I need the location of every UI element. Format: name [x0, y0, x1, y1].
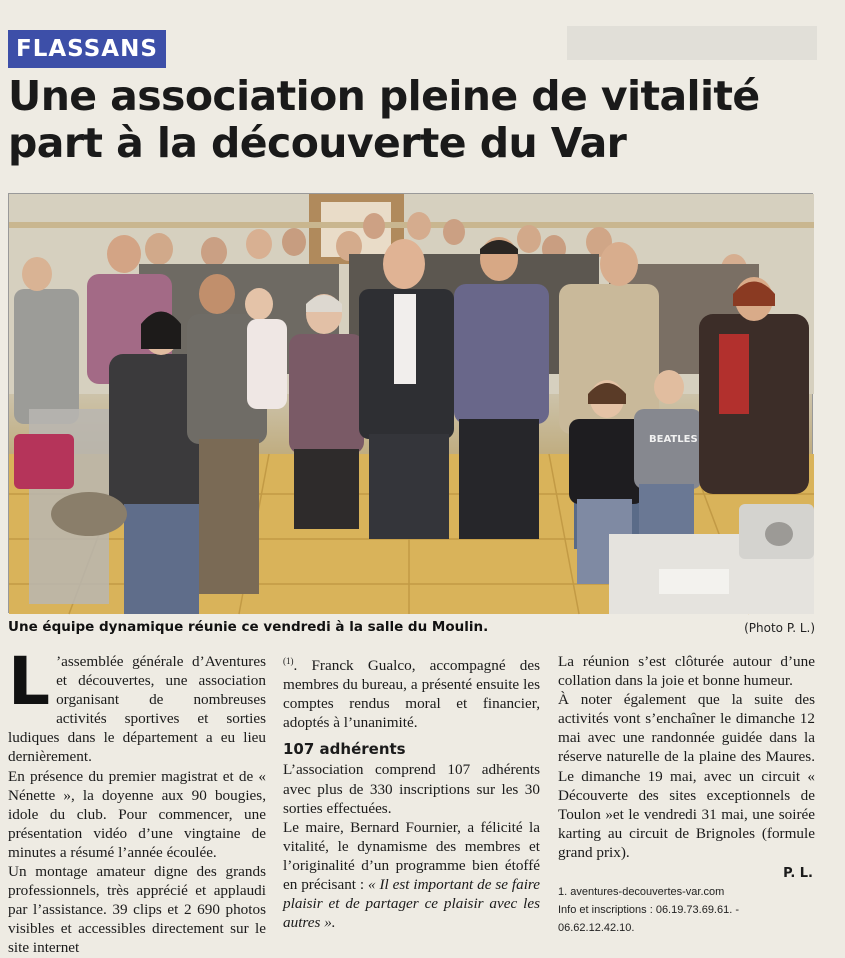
- paragraph-2: En présence du premier magistrat et de « Nénette », la doyenne aux 90 bougies, idole du club. Pour commencer, une présentation vidéo d’une vingtaine de minutes a résumé l’année écoulée.: [8, 767, 266, 861]
- paragraph-5-plain: Le maire, Bernard Fournier, a félicité la vitalité, le dynamisme des membres et l’originalité d’un programme bien étoffé en précisant :: [283, 818, 540, 893]
- section-kicker: FLASSANS: [8, 30, 166, 68]
- photo-caption: Une équipe dynamique réunie ce vendredi à la salle du Moulin.: [8, 619, 489, 635]
- group-photo: [8, 193, 813, 613]
- adjacent-article-bleed: [567, 26, 817, 60]
- paragraph-5-end: La réunion s’est clôturée autour d’une collation dans la joie et bonne humeur.: [558, 653, 815, 690]
- paragraph-1: ’assemblée générale d’Aventures et découvertes, une association organisant de nombreuses activités sportives et sorties ludiques dans le département a eu lieu dernièrement.: [8, 653, 266, 766]
- mayor-quote: « Il est important de se faire plaisir et de partager ce plaisir avec les autres ».: [283, 876, 540, 932]
- article-column-3: [558, 652, 815, 937]
- boy-shirt-text: BEATLES: [649, 434, 698, 445]
- photo-credit: (Photo P. L.): [744, 621, 815, 635]
- article-column-2-body: [283, 652, 540, 932]
- footnote-mark: (1): [283, 656, 294, 666]
- paragraph-3b-text: . Franck Gualco, accompagné des membres du bureau, a présenté ensuite les comptes rendus moral et financier, adoptés à l’unanimité.: [283, 657, 540, 732]
- author-signature: P. L.: [783, 866, 813, 882]
- group-photo-illustration: [9, 194, 814, 614]
- paragraph-5: [283, 818, 540, 933]
- subhead-adherents: 107 adhérents: [283, 740, 406, 759]
- article-column-1: [8, 643, 266, 958]
- footnote-website: 1. aventures-decouvertes-var.com: [558, 886, 725, 899]
- dropcap: L: [8, 643, 51, 720]
- paragraph-3: [8, 862, 266, 957]
- paragraph-6: À noter également que la suite des activités vont s’enchaîner le dimanche 12 mai avec une randonnée guidée dans la réserve naturelle de la plaine des Maures. Le dimanche 19 mai, avec un circuit « Découverte des sites exceptionnels de Toulon »et le vendredi 31 mai, une soirée karting au circuit de Brignoles (formule grand prix).: [558, 691, 815, 861]
- article-headline: Une association pleine de vitalité part à la découverte du Var: [8, 72, 760, 167]
- footnote-contact: Info et inscriptions : 06.19.73.69.61. - 06.62.12.42.10.: [558, 904, 740, 935]
- paragraph-4: L’association comprend 107 adhérents avec plus de 330 inscriptions sur les 30 sorties effectuées.: [283, 761, 540, 817]
- paragraph-3-continued: [283, 652, 540, 732]
- paragraph-3-text: Un montage amateur digne des grands professionnels, très apprécié et applaudi par l’assistance. 39 clips et 2 690 photos visibles et accessibles directement sur le site internet: [8, 863, 266, 957]
